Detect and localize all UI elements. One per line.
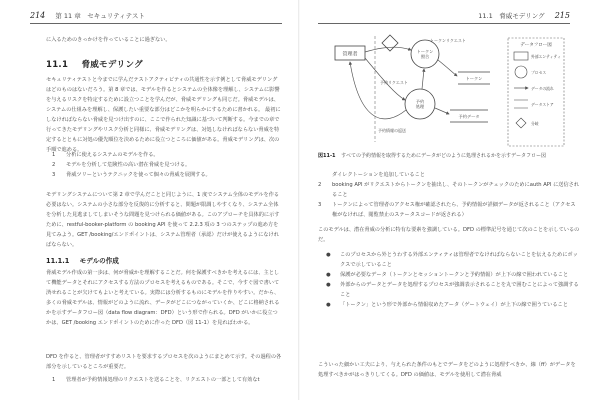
- legend-label: データの流れ: [531, 86, 554, 91]
- right-paragraph-2: [318, 360, 580, 392]
- decision-diamond: [382, 35, 398, 51]
- right-running-header: [478, 10, 570, 22]
- bullet-list: [326, 250, 580, 350]
- svg-text:処理: 処理: [415, 104, 425, 109]
- section-title: 脅威モデリング: [81, 60, 143, 70]
- result-label: 予約情報の返送: [378, 128, 406, 133]
- admin-entity: [335, 46, 365, 60]
- legend: [508, 38, 564, 146]
- paragraph-text: モデリングシステムについて第 2 章で学んだことと同じように、1 度でシステム全体のモデルを作る必要はない。システムの小さな部分を反復的に分析すると、問題が限調しやすくなり、システム全体を分析した見逃ましてしまいそうな問題を見つけられる価値がある。このアプローチを具体的に示すために、restful-booker-platform の booking API を使って 2.2.3 項の 3 つのステップの進め方を見てみよう。GET /booking/エンドポイントは、システム管理者（承認）だけが使えるようになければならない。: [46, 192, 280, 248]
- left-running-header: [30, 10, 145, 22]
- svg-text:トークン: トークン: [465, 76, 483, 81]
- legend-label: プロセス: [531, 70, 547, 75]
- bullet-text: 保護が必要なデータ（トークンとセッショントークンと予約情報）が上下の線で囲われていること: [340, 272, 569, 278]
- subsection-paragraph-1: [46, 268, 282, 348]
- continued-list: [318, 170, 580, 220]
- token-request-label: トークンリクエスト: [430, 38, 466, 43]
- list-text: 管理者が予約情報処理のリクエストを送ることを、リクエストの一部として有効なt: [66, 377, 260, 383]
- list-number: 3: [52, 172, 56, 178]
- flow-arrow: [422, 69, 424, 89]
- right-paragraph-1: [318, 225, 580, 245]
- paragraph-text: セキュリティテストと今までに学んだテストアクティビティの共通性を示す例として脅威モデリングはどのものはないだろう。第 8 章では、モデルを作るとシステムの全体像を理解し、システムに影響を与えるリスクを特定するために設立つことを学んだが、脅威モデリングも同じだ。脅威モデルは、システムの仕組みを理解し、保護したい重要な部分はどこかを明らかにするために書かれる。 最初にしなければならない脅威を見つけ出すのに、ここで作られた知識に基づいて判断する。今までの章で行ってきたモデリングやリスク分析と同様に、脅威モデリングは、対処しなければならない脅威を特定するとともに対処の優先順位を決めるために役立つところに価値がある。脅威モデリングは、次の手順で進める。: [46, 77, 281, 153]
- paragraph-text: こういった細かい工夫により、与えられた条件のもとでデータをどのように処理すべきか、線（ff）がデータを処理すべきかがはっきりしてくる。DFD の価値は、モデルを使用して潜在脅威: [318, 362, 576, 378]
- legend-process-swatch: [515, 66, 527, 78]
- data-flow-diagram: [330, 32, 570, 152]
- subsection-heading: [46, 255, 119, 265]
- booking-process: [405, 89, 435, 119]
- token-store: [458, 72, 490, 84]
- left-page-number: 214: [30, 11, 46, 20]
- left-header-rule: [30, 23, 282, 24]
- legend-label: 外部エンティティ: [531, 54, 561, 59]
- list-number: 2: [52, 162, 56, 168]
- list-text: モデルを分析して危険性の高い潜在脅威を見つける。: [66, 162, 191, 168]
- bullet-text: 「トークン」という形で外部から情報収めたアータ（ゲートウェイ）が上下の線で囲うていること: [340, 302, 568, 308]
- list-number: 2: [318, 182, 322, 188]
- flow-arrow: [435, 108, 449, 114]
- legend-label: 分岐: [531, 121, 539, 126]
- section-label: 11.1 脅威モデリング: [478, 12, 545, 20]
- paragraph-text: 脅威モデル作成の第一歩は、何が脅威かを理解することだ。何を保護すべきかを考えるには、主として機能データとそれにアクセスする方法のプロセスを考えるものである。そこで、今すぐ図で書いて済せれることが欠けてもよいと考えている。実際には分析するものにモデルを作りやすい。だから、多くの脅威モデルは、情報がどのように流れ、データがどこにつながっていくか、どこに格納されるかを示すデータフロー図（data flow diagram：DFD）という形で作られる。DFD がいかに役立つかは、GET /booking エンドポイントのために作った DFD（図 11-1）を見ればわかる。: [46, 270, 280, 326]
- legend-store-swatch: [514, 100, 528, 108]
- list-item: [52, 150, 282, 160]
- right-header-rule: [318, 23, 570, 24]
- svg-text:照合: 照合: [420, 54, 430, 59]
- subsection-number: 11.1.1: [46, 257, 70, 265]
- bullet-item: [326, 300, 580, 310]
- figure-caption: [318, 152, 580, 160]
- list-item: [52, 160, 282, 170]
- list-item: [318, 170, 580, 180]
- bullet-icon: ●: [326, 252, 331, 258]
- subsection-paragraph-2: [46, 352, 282, 372]
- flow-arrow: [438, 60, 457, 76]
- token-process-label: トークン: [416, 49, 434, 54]
- list-number: 1: [52, 377, 56, 383]
- bullet-text: 外部からのデータとデータを処理するプロセスが強調表示されることを丸で囲むことによって強調すること: [340, 282, 579, 298]
- section-heading: [46, 58, 143, 70]
- legend-title: データフロー図: [520, 43, 552, 48]
- token-process: [411, 40, 439, 68]
- figure-caption-text: すべての予約情報を取得するためにデータがどのように処理されるかを示すデータフロー図: [341, 153, 547, 159]
- flow-arrow: [350, 62, 406, 119]
- section-number: 11.1: [46, 60, 69, 70]
- list-number: 1: [52, 152, 56, 158]
- figure-number: 図11-1: [318, 153, 336, 159]
- list-text: 脅威ツリーというテクニックを使って個々の脅威を展開する。: [66, 172, 211, 178]
- list-text: ダイレクトーションを追加していること: [332, 172, 425, 178]
- booking-store: [450, 110, 488, 122]
- list-text: 分析に使えるシステムのモデルを作る。: [66, 152, 159, 158]
- list-item: [52, 170, 282, 180]
- steps-list: [52, 150, 282, 180]
- flow-arrow: [365, 58, 405, 100]
- subsection-title: モデルの作成: [79, 257, 119, 265]
- bullet-item: [326, 280, 580, 300]
- booking-store-label: 予約データ: [458, 114, 480, 119]
- intro-line: に入るためのきっかけを作っていることに過ぎない。: [46, 37, 171, 43]
- bullet-icon: ●: [326, 302, 331, 308]
- bullet-item: [326, 270, 580, 280]
- bullet-item: [326, 250, 580, 270]
- legend-entity-swatch: [514, 52, 528, 60]
- list-item: [318, 180, 580, 200]
- section-paragraph-1: [46, 75, 282, 153]
- list-item: [52, 375, 282, 385]
- bullet-icon: ●: [326, 282, 331, 288]
- list-text: トークンによって管理者のアクセス権が確認されたら、予約情報が詳細データが返されること（アクセス権がなければ、閲覧禁止のステータスコードが返される）: [332, 202, 576, 218]
- legend-branch-swatch: [516, 118, 526, 128]
- bullet-icon: ●: [326, 272, 331, 278]
- admin-label: 管理者: [342, 51, 358, 58]
- process-list: [52, 375, 282, 385]
- section-paragraph-2: [46, 190, 282, 250]
- list-item: [318, 200, 580, 220]
- chapter-label: 第 11 章 セキュリティテスト: [55, 12, 145, 20]
- list-number: 3: [318, 202, 322, 208]
- right-page-number: 215: [554, 11, 570, 20]
- svg-text:予約: 予約: [415, 99, 425, 104]
- bullet-text: このプロセスから外とうわする外部エンティティは管理者でなければならないことを伝えるためにボックスで示していること: [340, 252, 578, 268]
- paragraph-text: DFD を作ると、管理者がすすめリストを要求するプロセスを次のようにまとめて示す。その過程の各部分を示しているところが重要だ。: [46, 354, 282, 370]
- list-text: booking API がリクエストからトークンを抽出し、そのトークンがチェックのためにauth API に送信されること: [332, 182, 580, 198]
- legend-label: データストア: [531, 102, 554, 107]
- paragraph-text: このモデルは、潜在脅威の分析に特有な要素を強調している。DFD の標準記号を通じて次のことを示しているのだ。: [318, 227, 580, 243]
- booking-request-label: 予約リクエスト: [380, 80, 408, 85]
